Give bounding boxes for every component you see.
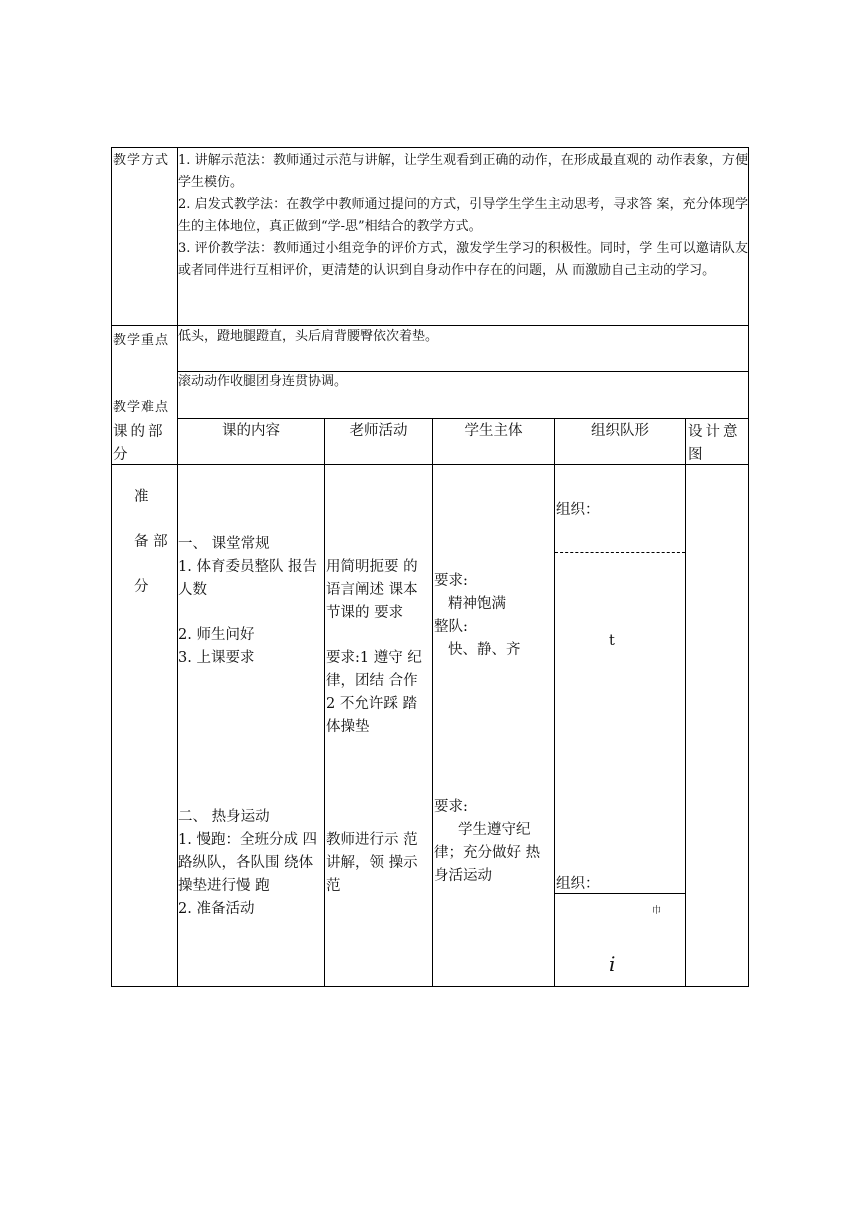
warmup-title: 二、 热身运动 — [178, 809, 270, 825]
formation-label-2: 组织： — [556, 876, 600, 892]
col-divider-design — [685, 418, 686, 987]
row-divider-4 — [111, 464, 749, 465]
table-border-top — [111, 147, 749, 148]
part-char-3: 分 — [134, 579, 149, 595]
header-formation: 组织队形 — [591, 423, 649, 439]
routine-item-3: 3. 上课要求 — [178, 650, 255, 666]
part-char-1: 准 — [134, 489, 149, 505]
header-content: 课的内容 — [222, 423, 280, 439]
row-divider-3 — [178, 418, 749, 419]
warmup-item-2: 2. 准备活动 — [178, 901, 255, 917]
key-point-text: 低头，蹬地腿蹬直，头后肩背腰臀依次着垫。 — [178, 329, 439, 344]
method-label: 教学方式 — [113, 153, 170, 168]
method-item-3: 3. 评价教学法：教师通过小组竞争的评价方式，激发学生学习的积极性。同时，学 生可以邀请队友或者同伴进行互相评价，更清楚的认识到自身动作中存在的问题，从 而激励自己主动的学习。 — [178, 241, 748, 278]
formation-label-1: 组织： — [556, 502, 600, 518]
method-items — [178, 150, 748, 282]
difficulty-text: 滚动动作收腿团身连贯协调。 — [178, 374, 348, 389]
col-divider-teacher — [324, 418, 325, 987]
routine-item-1: 1. 体育委员整队 报告人数 — [178, 559, 318, 598]
routine-title: 一、 课堂常规 — [178, 536, 270, 552]
student-req2-label: 要求: — [434, 799, 468, 815]
student-lineup-label: 整队: — [434, 619, 468, 635]
header-design: 设计意图 — [688, 424, 741, 463]
student-lineup-text: 快、静、齐 — [448, 642, 521, 658]
teacher-activity-3: 教师进行示 范讲解，领 操示范 — [326, 832, 418, 894]
table-border-left — [111, 147, 112, 987]
key-point-label: 教学重点 — [113, 333, 170, 348]
formation-mark-i: i — [609, 952, 616, 976]
student-req-text: 精神饱满 — [448, 596, 506, 612]
header-student: 学生主体 — [464, 423, 523, 439]
formation-dashed-divider — [555, 552, 685, 553]
student-req2-text: 学生遵守纪律；充分做好 热身活运动 — [434, 822, 541, 884]
header-part: 课的部分 — [113, 424, 166, 463]
teacher-activity-1: 用简明扼要 的语言阐述 课本节课的 要求 — [326, 559, 418, 621]
routine-item-2: 2. 师生问好 — [178, 627, 255, 643]
method-item-1: 1. 讲解示范法：教师通过示范与讲解，让学生观看到正确的动作，在形成最直观的 动作表象，方便学生模仿。 — [178, 153, 748, 190]
col-divider-formation — [554, 418, 555, 987]
table-border-right — [748, 147, 749, 987]
table-border-bottom — [111, 986, 749, 987]
warmup-item-1: 1. 慢跑：全班分成 四路纵队，各队围 绕体操垫进行慢 跑 — [178, 832, 318, 894]
method-item-2: 2. 启发式教学法：在教学中教师通过提问的方式，引导学生学生主动思考，寻求答 案，充分体现学生的主体地位，真正做到“学-思”相结合的教学方式。 — [178, 197, 748, 234]
difficulty-label: 教学难点 — [113, 400, 170, 415]
col-divider-student — [432, 418, 433, 987]
student-req-label: 要求: — [434, 573, 468, 589]
formation-mark-t: t — [609, 633, 615, 649]
teacher-activity-2: 要求:1 遵守 纪律，团结 合作 2 不允许踩 踏体操垫 — [326, 650, 422, 735]
header-teacher: 老师活动 — [349, 423, 408, 439]
formation-mark-jin: 巾 — [652, 906, 662, 916]
part-char-2: 备 部 — [134, 534, 168, 550]
